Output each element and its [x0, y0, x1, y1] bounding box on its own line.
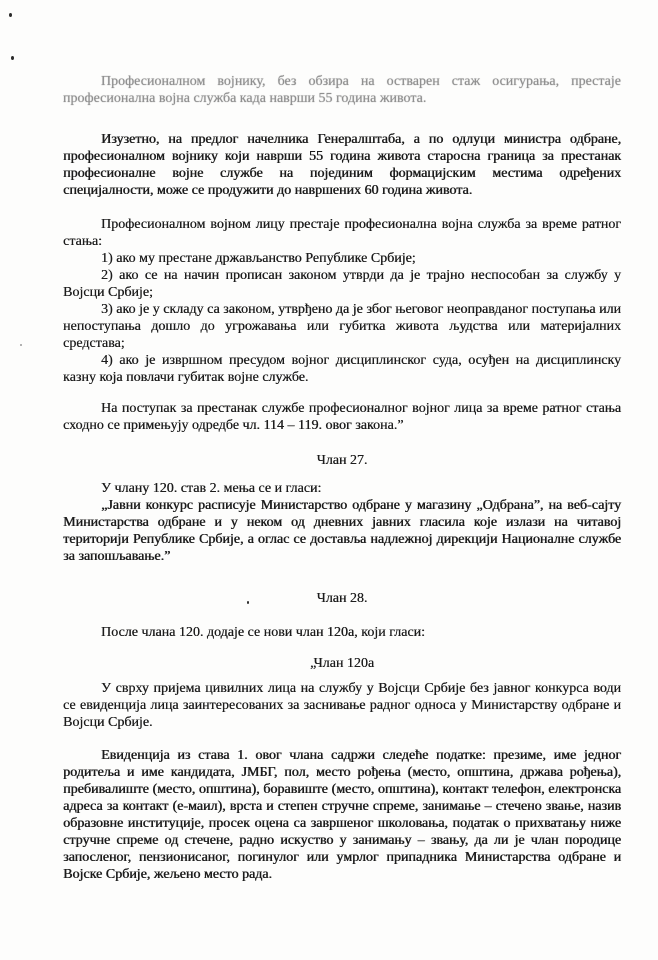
paragraph-wartime-termination-intro: Професионалном војном лицу престаје професионална војна служба за време ратног стања: — [63, 217, 621, 249]
list-item-1-citizenship: 1) ако му престане држављанство Републике Србије; — [101, 251, 416, 266]
paragraph-exception-extension-60: Изузетно, на предлог начелника Генералштаба, а по одлуци министра одбране, професионалном војнику који наврши 55 година живота старосна граница за престанак професионалне војне службе на појединим формацијским местима одређених специјалности, може се продужити до навршених 60 година живота. — [63, 132, 621, 198]
scan-speck — [9, 13, 12, 17]
scan-speck — [20, 344, 22, 346]
scan-speck — [11, 56, 14, 60]
article-heading-27: Члан 27. — [316, 453, 368, 468]
paragraph-public-competition-quote: „Јавни конкурс расписује Министарство одбране у магазину „Одбрана”, на веб-сајту Министарства одбране и у неком од дневних јавних гласила које излази на читавој територији Републике Србије, а оглас се доставља надлежној дирекцији Националне службе за запошљавање.” — [63, 498, 621, 564]
article-heading-28: Члан 28. — [316, 591, 368, 606]
paragraph-records-content: Евиденција из става 1. овог члана садржи следеће податке: презиме, име једног родитеља и име кандидата, ЈМБГ, пол, место рођења (место, општина, држава рођења), пребивалиште (место, општина), боравиште (место, општина), контакт телефон, електронска адреса за контакт (е-маил), врста и степен стручне спреме, занимање – стечено звање, назив образовне институције, просек оцена са завршеног школовања, податак о прихватању ниже стручне спреме од стечене, радно искуство у занимању – звању, да ли је члан породице запосленог, пензионисаног, погинулог или умрлог припадника Министарства одбране и Војске Србије, жељено место рада. — [63, 748, 621, 882]
list-item-3-misconduct: 3) ако је у складу са законом, утврђено да је због његовог неоправданог поступања или непоступања дошло до угрожавања или губитка живота људства или материјалних средстава; — [63, 302, 621, 351]
paragraph-new-article-120a-intro: После члана 120. додаје се нови члан 120а, који гласи: — [101, 625, 425, 640]
paragraph-age-limit-55: Професионалном војнику, без обзира на остварен стаж осигурања, престаје професионална војна служба када наврши 55 година живота. — [63, 74, 621, 106]
paragraph-article-120-amendment-intro: У члану 120. став 2. мења се и гласи: — [101, 481, 322, 496]
paragraph-civilian-records-purpose: У сврху пријема цивилних лица на службу у Војсци Србије без јавног конкурса води се евиденција лица заинтересованих за заснивање радног односа у Министарству одбране и Војсци Србије. — [63, 681, 621, 730]
list-item-4-disciplinary-court: 4) ако је извршном пресудом војног дисциплинског суда, осуђен на дисциплинску казну која повлачи губитак војне службе. — [63, 353, 621, 385]
list-item-2-incapacity: 2) ако се на начин прописан законом утврди да је трајно неспособан за службу у Војсци Србије; — [63, 268, 621, 300]
paragraph-procedure-articles-114-119: На поступак за престанак службе професионалног војног лица за време ратног стања сходно се примењују одредбе чл. 114 – 119. овог закона.” — [63, 401, 621, 433]
scan-speck — [247, 601, 249, 604]
article-heading-120a: „Члан 120а — [309, 656, 375, 671]
